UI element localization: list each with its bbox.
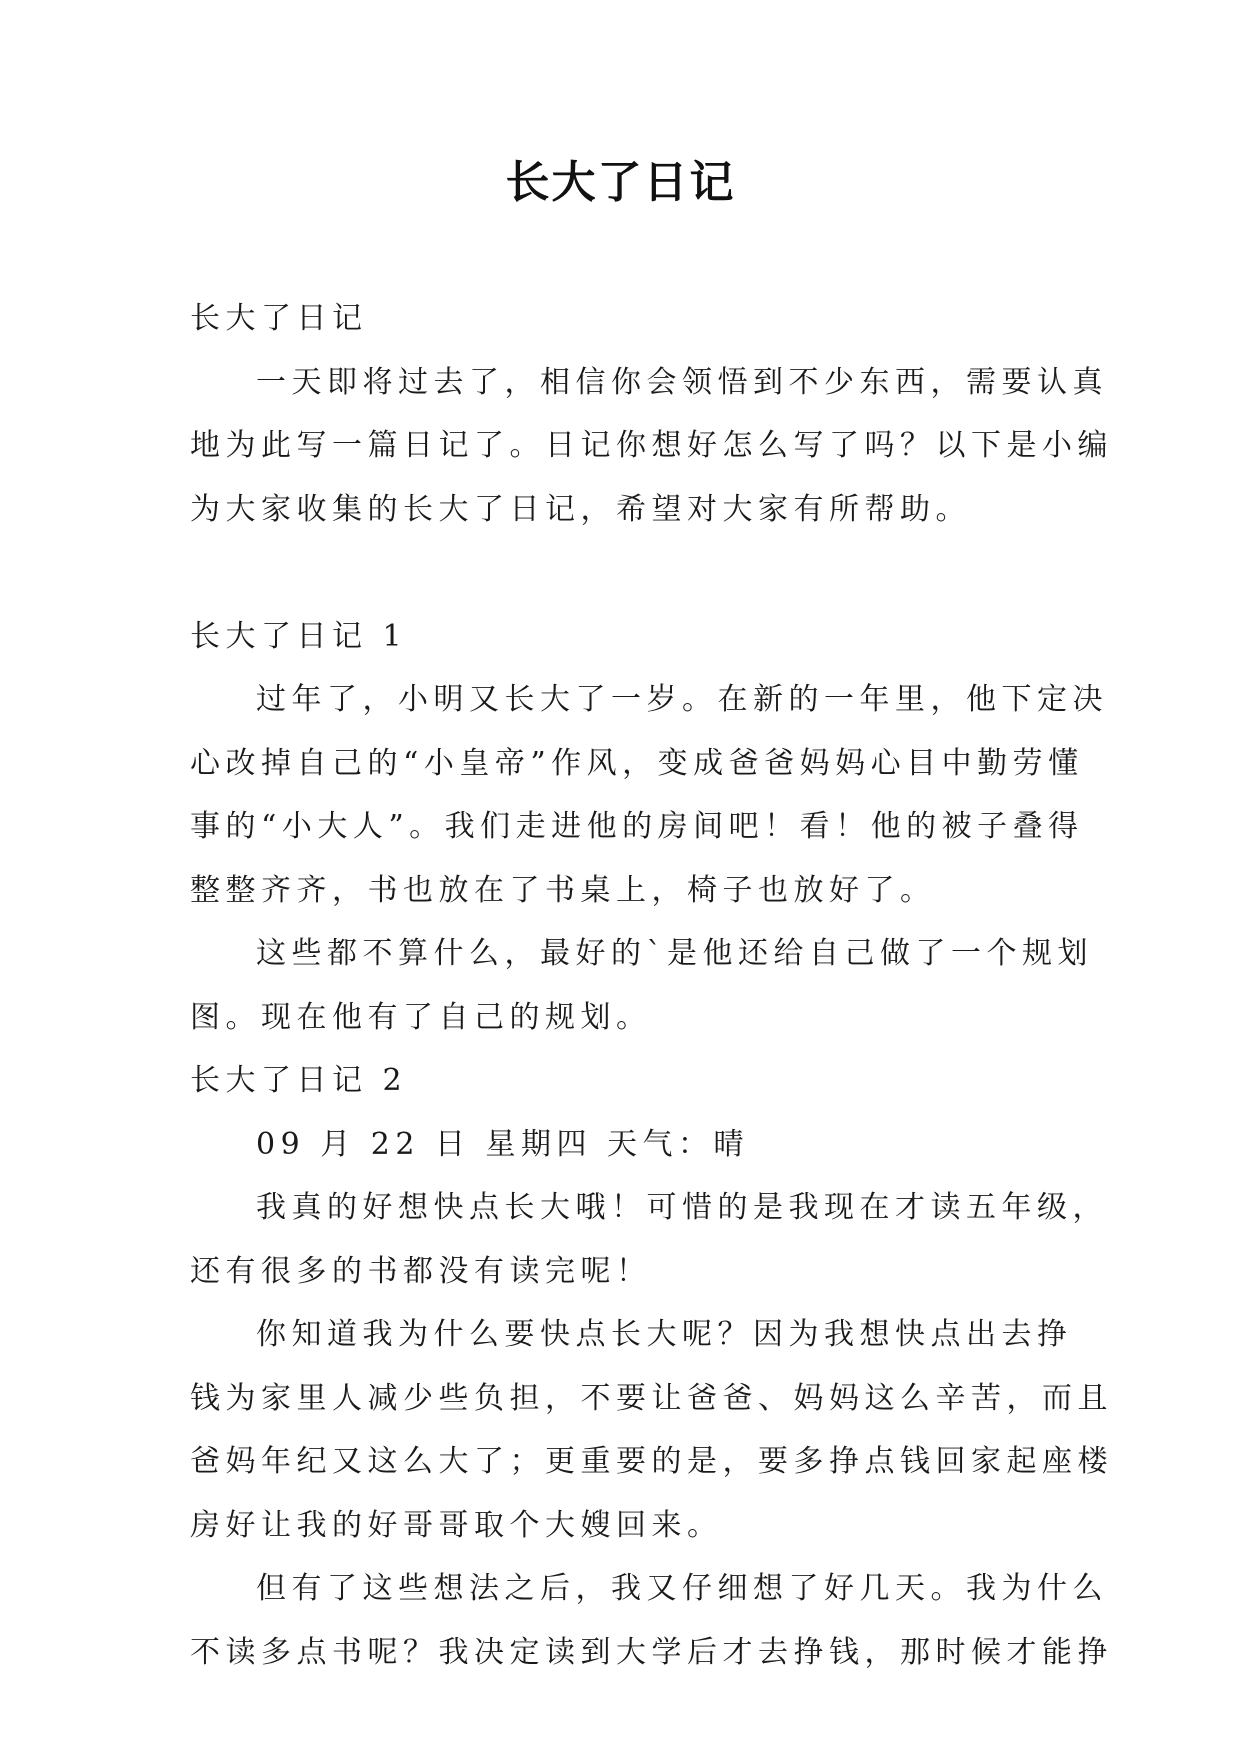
text-line: 房好让我的好哥哥取个大嫂回来。 [190, 1507, 723, 1543]
text-line: 心改掉自己的“小皇帝”作风，变成爸爸妈妈心目中勤劳懂 [190, 745, 1084, 781]
text-line: 长大了日记 [190, 301, 368, 336]
text-line: 事的“小大人”。我们走进他的房间吧！看！他的被子叠得 [190, 809, 1084, 844]
text-line: 图。现在他有了自己的规划。 [190, 999, 652, 1035]
text-line: 为大家收集的长大了日记，希望对大家有所帮助。 [190, 491, 971, 527]
text-line: 还有很多的书都没有读完呢！ [190, 1253, 652, 1289]
section-heading: 长大了日记 2 [190, 1063, 408, 1098]
text-line: 过年了，小明又长大了一岁。在新的一年里，他下定决 [256, 682, 1108, 717]
text-line: 一天即将过去了，相信你会领悟到不少东西，需要认真 [256, 364, 1108, 400]
text-line: 整整齐齐，书也放在了书桌上，椅子也放好了。 [190, 872, 936, 908]
text-line: 但有了这些想法之后，我又仔细想了好几天。我为什么 [256, 1571, 1108, 1606]
text-line: 爸妈年纪又这么大了；更重要的是，要多挣点钱回家起座楼 [190, 1444, 1113, 1479]
section-heading: 长大了日记 1 [190, 618, 408, 654]
text-line: 我真的好想快点长大哦！可惜的是我现在才读五年级， [256, 1190, 1108, 1225]
text-line: 钱为家里人减少些负担，不要让爸爸、妈妈这么辛苦，而且 [190, 1380, 1113, 1416]
document-body [190, 287, 1113, 1684]
text-line: 这些都不算什么，最好的`是他还给自己做了一个规划 [256, 936, 1093, 971]
text-line: 地为此写一篇日记了。日记你想好怎么写了吗？以下是小编 [190, 428, 1113, 463]
blank-line [190, 541, 1050, 605]
text-line: 不读多点书呢？我决定读到大学后才去挣钱，那时候才能挣 [190, 1634, 1113, 1670]
text-line: 你知道我为什么要快点长大呢？因为我想快点出去挣 [256, 1317, 1073, 1352]
document-title: 长大了日记 [505, 157, 736, 208]
date-line: 09 月 22 日 星期四 天气：晴 [256, 1126, 750, 1162]
